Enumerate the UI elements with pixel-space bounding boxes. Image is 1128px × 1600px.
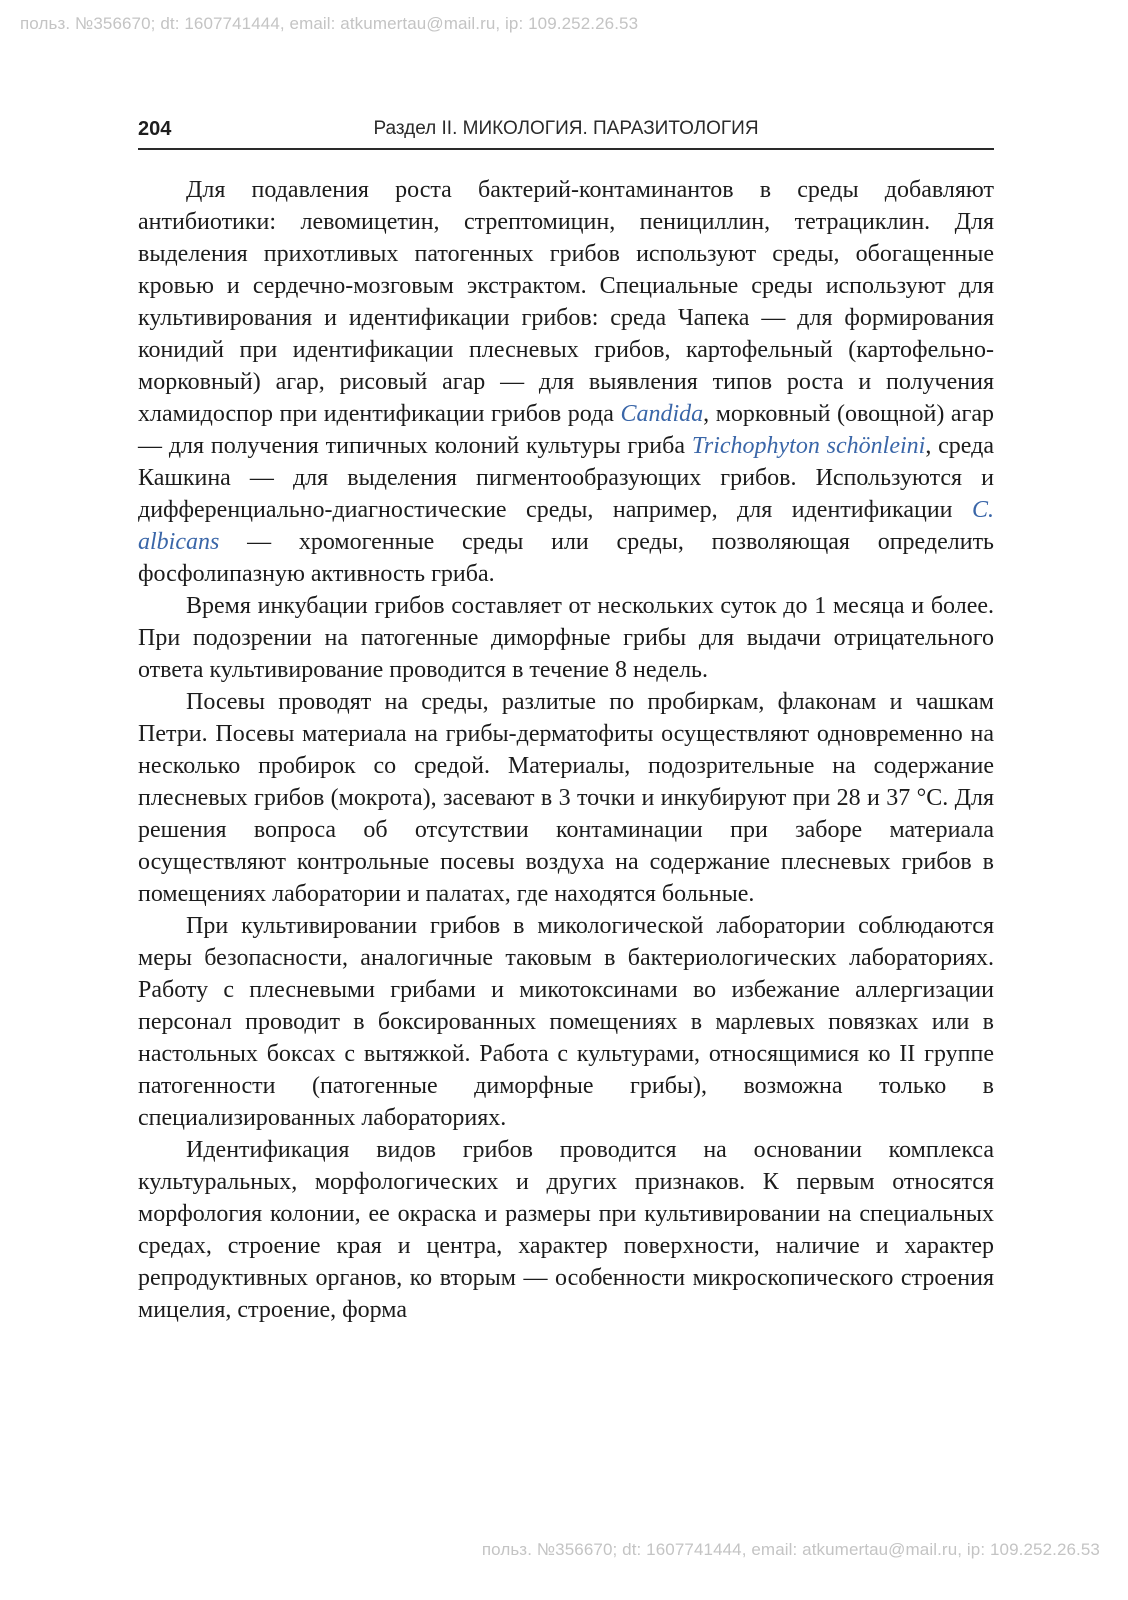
paragraph-incubation-time: Время инкубации грибов составляет от нескольких суток до 1 месяца и более. При подозрении на патогенные диморфные грибы для выдачи отрицательного ответа культивирование проводится в течение 8 недель. <box>138 593 994 683</box>
section-title: Раздел II. МИКОЛОГИЯ. ПАРАЗИТОЛОГИЯ <box>373 118 759 139</box>
paragraph-culture-media <box>138 174 994 590</box>
text-run: , морковный (овощной) агар — для получения типичных колоний культуры гриба <box>138 401 994 459</box>
watermark-bottom: польз. №356670; dt: 1607741444, email: atkumertau@mail.ru, ip: 109.252.26.53 <box>481 1540 1100 1559</box>
watermark-top: польз. №356670; dt: 1607741444, email: atkumertau@mail.ru, ip: 109.252.26.53 <box>20 14 639 33</box>
species-name-candida: Candida <box>620 401 704 427</box>
text-run: Для подавления роста бактерий-контаминантов в среды добавляют антибиотики: левомицетин, стрептомицин, пенициллин, тетрациклин. Для выделения прихотливых патогенных грибов используют среды, обогащенные кровью и сердечно-мозговым экстрактом. Специальные среды используют для культивирования и идентификации грибов: среда Чапека — для формирования конидий при идентификации плесневых грибов, картофельный (картофельно-морковный) агар, рисовый агар — для выявления типов роста и получения хламидоспор при идентификации грибов рода <box>138 177 994 427</box>
text-run: — хромогенные среды или среды, позволяющая определить фосфолипазную активность гриба. <box>138 529 994 587</box>
species-name-c-albicans: C. albicans <box>138 497 994 555</box>
text-run: , среда Кашкина — для выделения пигментообразующих грибов. Используются и дифференциально-диагностические среды, например, для идентификации <box>138 433 994 523</box>
body-text <box>138 174 994 1326</box>
page-number: 204 <box>138 118 172 140</box>
paragraph-inoculation: Посевы проводят на среды, разлитые по пробиркам, флаконам и чашкам Петри. Посевы материала на грибы-дерматофиты осуществляют одновременно на несколько пробирок со средой. Материалы, подозрительные на содержание плесневых грибов (мокрота), засевают в 3 точки и инкубируют при 28 и 37 °С. Для решения вопроса об отсутствии контаминации при заборе материала осуществляют контрольные посевы воздуха на содержание плесневых грибов в помещениях лаборатории и палатах, где находятся больные. <box>138 689 994 907</box>
species-name-trichophyton: Trichophyton schönleini <box>691 433 926 459</box>
running-head <box>138 112 994 150</box>
paragraph-safety: При культивировании грибов в микологической лаборатории соблюдаются меры безопасности, аналогичные таковым в бактериологических лабораториях. Работу с плесневыми грибами и микотоксинами во избежание аллергизации персонал проводит в боксированных помещениях в марлевых повязках или в настольных боксах с вытяжкой. Работа с культурами, относящимися ко II группе патогенности (патогенные диморфные грибы), возможна только в специализированных лабораториях. <box>138 913 994 1131</box>
paragraph-identification: Идентификация видов грибов проводится на основании комплекса культуральных, морфологических и других признаков. К первым относятся морфология колонии, ее окраска и размеры при культивировании на специальных средах, строение края и центра, характер поверхности, наличие и характер репродуктивных органов, ко вторым — особенности микроскопического строения мицелия, строение, форма <box>138 1137 994 1323</box>
